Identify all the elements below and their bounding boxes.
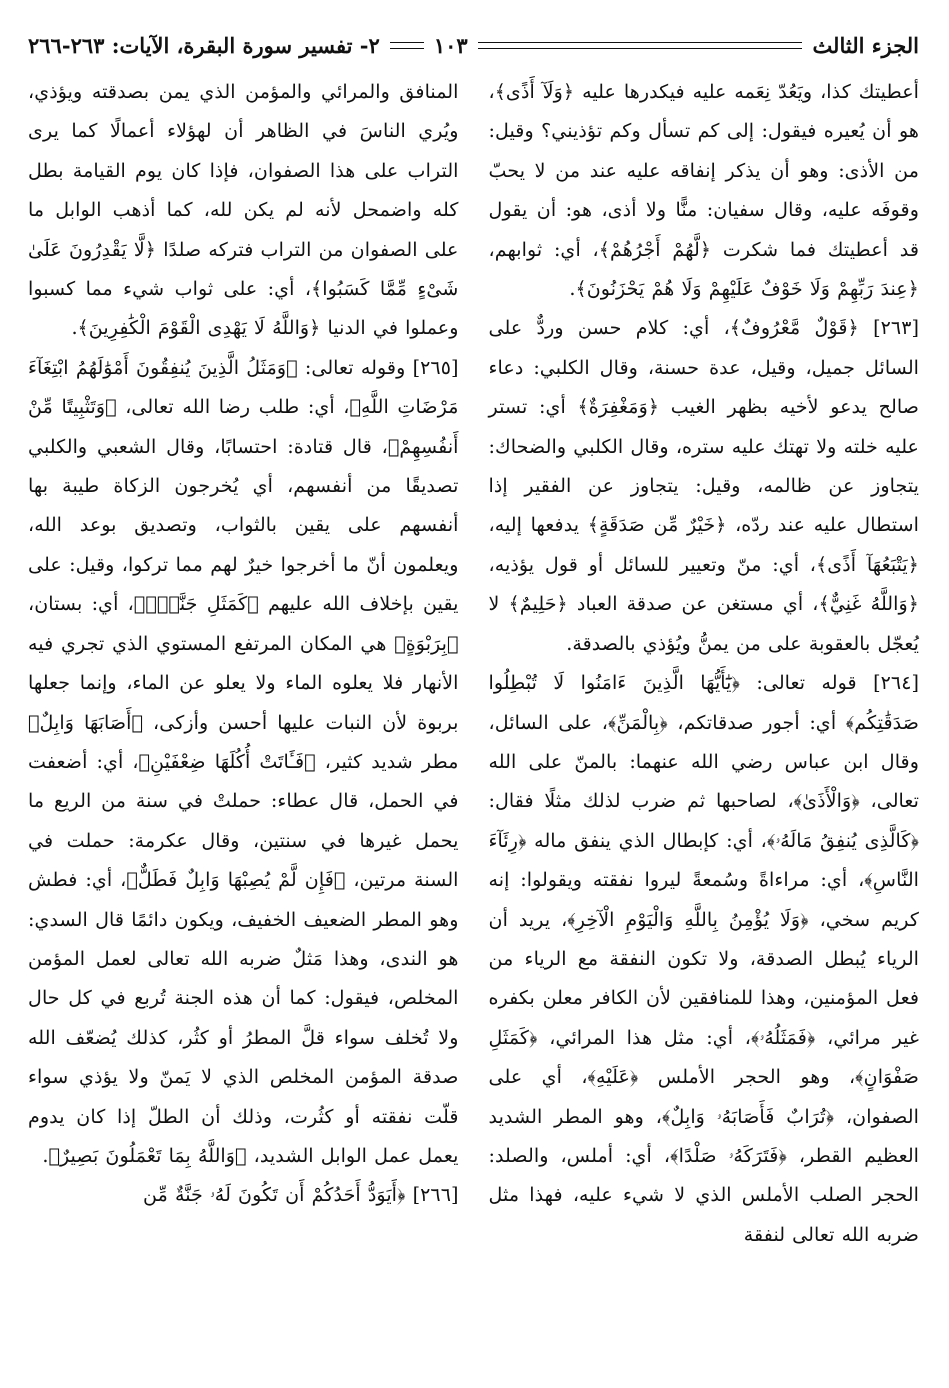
paragraph: [٢٦٦] ﴿أَيَوَدُّ أَحَدُكُمْ أَن تَكُونَ لَهُۥ جَنَّةٌ مِّن [142,1183,459,1207]
running-header [28,22,919,68]
header-rule-left [390,42,424,49]
header-rule-right [478,42,803,49]
paragraph: [٢٦٥] وقوله تعالى: ﴿وَمَثَلُ الَّذِينَ يُنفِقُونَ أَمْوَٰلَهُمُ ابْتِغَآءَ مَرْضَاتِ اللَّهِ﴾، أي: طلب رضا الله تعالى، ﴿وَتَثْبِيتًا مِّنْ أَنفُسِهِمْ﴾، قال قتادة: احتسابًا، وقال الشعبي والكلبي تصديقًا من أنفسهم، أي يُخرجون الزكاة طيبة بها أنفسهم على يقين بالثواب، وتصديق بوعد الله، ويعلمون أنّ ما أخرجوا خيرٌ لهم مما تركوا، وقيل: على يقين بإخلاف الله عليهم ﴿كَمَثَلِ جَنَّةٍۭ﴾، أي: بستان، ﴿بِرَبْوَةٍ﴾ هي المكان المرتفع المستوي الذي تجري فيه الأنهار فلا يعلوه الماء ولا يعلو عن الماء، وإنما جعلها بربوة لأن النبات عليها أحسن وأزكى، ﴿أَصَابَهَا وَابِلٌ﴾ مطر شديد كثير، ﴿فَـَٔاتَتْ أُكُلَهَا ضِعْفَيْنِ﴾، أي: أضعفت في الحمل، قال عطاء: حملتْ في سنة من الريع ما يحمل غيرها في سنتين، وقال عكرمة: حملت في السنة مرتين، ﴿فَإِن لَّمْ يُصِبْهَا وَابِلٌ فَطَلٌّ﴾، أي: فطش وهو المطر الضعيف الخفيف، ويكون دائمًا قال السدي: هو الندى، وهذا مَثلٌ ضربه الله تعالى لعمل المؤمن المخلص، فيقول: كما أن هذه الجنة تُربع في كل حال ولا تُخلف سواء قلَّ المطرُ أو كثُر، كذلك يُضعّف الله صدقة المؤمن المخلص الذي لا يَمنّ ولا يؤذي سواء قلّت نفقته أو كثُرت، وذلك أن الطلّ إذا كان يدوم يعمل عمل الوابل الشديد، ﴿وَاللَّهُ بِمَا تَعْمَلُونَ بَصِيرٌ﴾. [28,355,459,1167]
page-number: ١٠٣ [433,32,468,58]
paragraph: أعطيتك كذا، ويَعُدّ نِعَمه عليه فيكدرها عليه ﴿وَلَآ أَذًى﴾، هو أن يُعيره فيقول: إلى كم تسأل وكم تؤذيني؟ وقيل: من الأذى: وهو أن يذكر إنفاقه عليه عند من لا يحبّ وقوفَه عليه، وقال سفيان: منًّا ولا أذى، هو: أن يقول قد أعطيتك فما شكرت ﴿لَّهُمْ أَجْرُهُمْ﴾، أي: ثوابهم، ﴿عِندَ رَبِّهِمْ وَلَا خَوْفٌ عَلَيْهِمْ وَلَا هُمْ يَحْزَنُونَ﴾. [488,80,919,301]
left-column [28,72,459,1254]
part-title: الجزء الثالث [812,32,919,58]
section-title: ٢- تفسير سورة البقرة، الآيات: ٢٦٣-٢٦٦ [28,32,380,58]
text-columns [28,72,919,1254]
paragraph: [٢٦٤] قوله تعالى: ﴿يَٰٓأَيُّهَا الَّذِينَ ءَامَنُوا لَا تُبْطِلُوا صَدَقَٰتِكُم﴾ أي: أجور صدقاتكم، ﴿بِالْمَنِّ﴾، على السائل، وقال ابن عباس رضي الله عنهما: بالمنّ على الله تعالى، ﴿وَالْأَذَىٰ﴾، لصاحبها ثم ضرب لذلك مثلًا فقال: ﴿كَالَّذِى يُنفِقُ مَالَهُۥ﴾، أي: كإبطال الذي ينفق ماله ﴿رِئَآءَ النَّاسِ﴾، أي: مراءاةً وسُمعةً ليروا نفقته ويقولوا: إنه كريم سخي، ﴿وَلَا يُؤْمِنُ بِاللَّهِ وَالْيَوْمِ الْآخِرِ﴾، يريد أن الرياء يُبطل الصدقة، ولا تكون النفقة مع الرياء من فعل المؤمنين، وهذا للمنافقين لأن الكافر معلن بكفره غير مرائي، ﴿فَمَثَلُهُۥ﴾، أي: مثل هذا المرائي، ﴿كَمَثَلِ صَفْوَانٍ﴾، وهو الحجر الأملس ﴿عَلَيْهِ﴾، أي على الصفوان، ﴿تُرَابٌ فَأَصَابَهُۥ وَابِلٌ﴾، وهو المطر الشديد العظيم القطر، ﴿فَتَرَكَهُۥ صَلْدًا﴾، أي: أملس، والصلد: الحجر الصلب الأملس الذي لا شيء عليه، فهذا مثل ضربه الله تعالى لنفقة [488,671,919,1246]
paragraph: [٢٦٣] ﴿قَوْلٌ مَّعْرُوفٌ﴾، أي: كلام حسن وردٌّ على السائل جميل، وقيل، عدة حسنة، وقال الكلبي: دعاء صالح يدعو لأخيه بظهر الغيب ﴿وَمَغْفِرَةٌ﴾ أي: تستر عليه خلته ولا تهتك عليه ستره، وقال الكلبي والضحاك: يتجاوز عن ظالمه، وقيل: يتجاوز عن الفقير إذا استطال عليه عند ردّه، ﴿خَيْرٌ مِّن صَدَقَةٍ﴾ يدفعها إليه، ﴿يَتْبَعُهَآ أَذًى﴾، أي: منّ وتعيير للسائل أو قول يؤذيه، ﴿وَاللَّهُ غَنِيٌّ﴾، أي مستغن عن صدقة العباد ﴿حَلِيمٌ﴾ لا يُعجّل بالعقوبة على من يمنُّ ويُؤذي بالصدقة. [488,316,919,655]
right-column [489,72,920,1254]
paragraph: المنافق والمرائي والمؤمن الذي يمن بصدقته ويؤذي، ويُري الناسَ في الظاهر أن لهؤلاء أعمالًا كما يرى التراب على هذا الصفوان، فإذا كان يوم القيامة بطل كله واضمحل لأنه لم يكن لله، كما أذهب الوابل ما على الصفوان من التراب فتركه صلدًا ﴿لَّا يَقْدِرُونَ عَلَىٰ شَىْءٍ مِّمَّا كَسَبُوا﴾، أي: على ثواب شيء مما كسبوا وعملوا في الدنيا ﴿وَاللَّهُ لَا يَهْدِى الْقَوْمَ الْكَٰفِرِينَ﴾. [28,80,459,340]
